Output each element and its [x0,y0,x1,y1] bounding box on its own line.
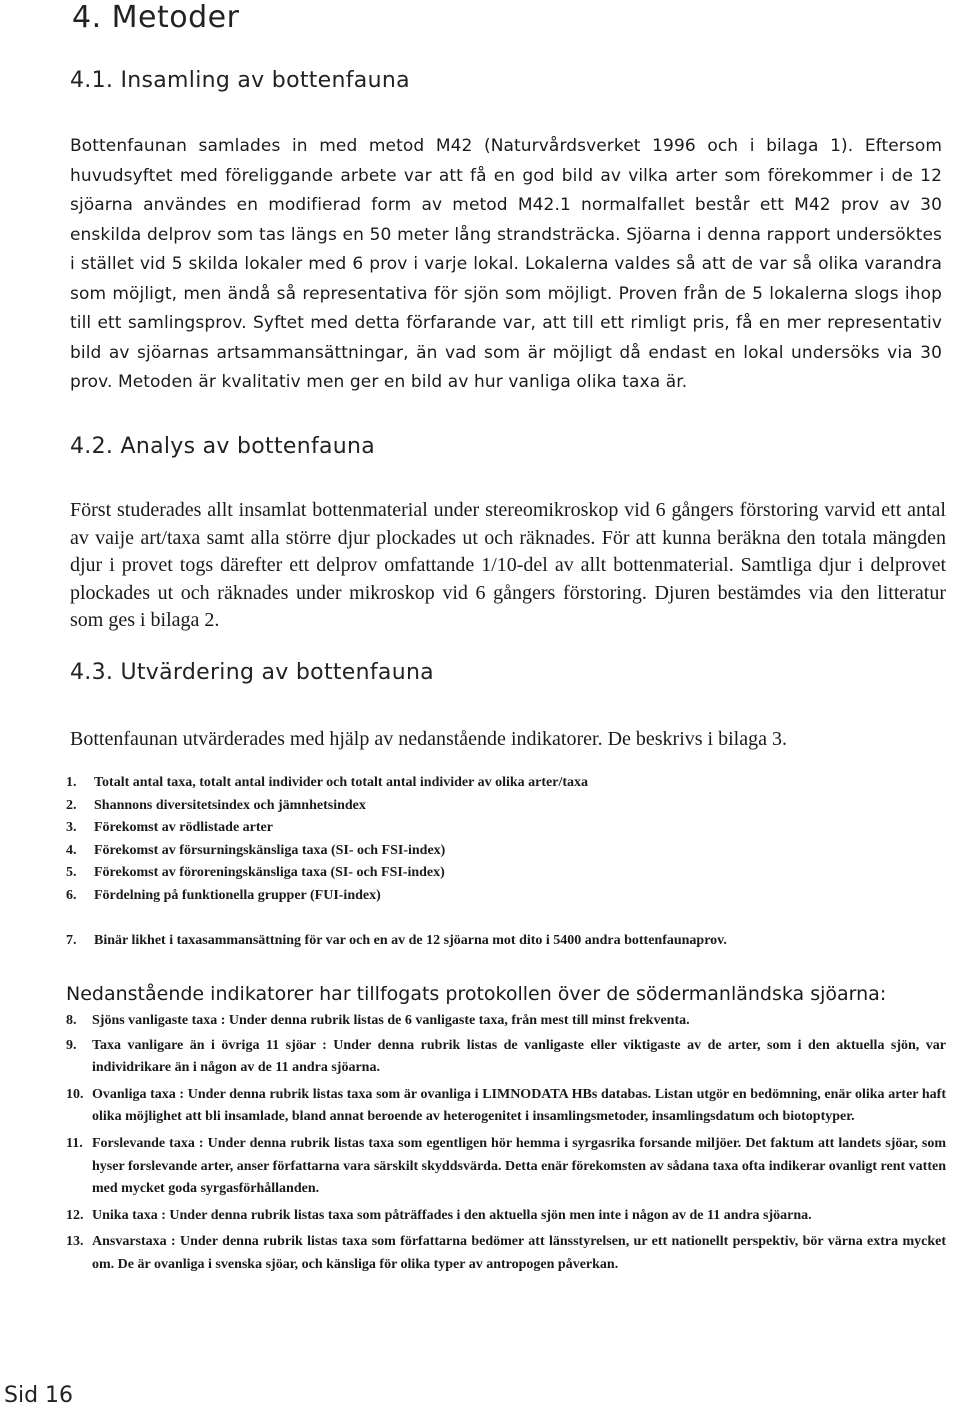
list-item-number: 4. [66,842,77,858]
list-item-number: 10. [66,1086,84,1102]
list-item-text: Taxa vanligare än i övriga 11 sjöar : Under denna rubrik listas de vanligaste eller viktigaste av de arter, som i den aktuella sjön, var individrikare än i någon av de 11 andra sjöarna. [92,1037,946,1076]
list-item-text: Binär likhet i taxasammansättning för var och en av de 12 sjöarna mot dito i 5400 andra bottenfaunaprov. [94,933,727,948]
list-item [66,1231,946,1276]
indicator-list [66,772,946,908]
section-text-analys: Först studerades allt insamlat bottenmaterial under stereomikroskop vid 6 gångers förstoring varvid ett antal av vaije art/taxa samt alla större djur plockades ut och räknades. För att kunna beräkna den totala mängden djur i provet togs därefter ett delprov omfattande 1/10-del av allt bottenmaterial. Samtliga djur i delprovet plockades ut och räknades under mikroskop vid 6 gångers förstoring. Djuren bestämdes via den litteratur som ges i bilaga 2. [70,499,946,631]
list-item-text: Unika taxa : Under denna rubrik listas taxa som påträffades i den aktuella sjön men inte i någon av de 11 andra sjöarna. [92,1207,812,1223]
list-item-number: 8. [66,1013,77,1028]
page-heading: 4. Metoder [72,0,240,35]
list-item [66,885,946,908]
list-item-text: Förekomst av försurningskänsliga taxa (SI- och FSI-index) [94,842,446,858]
list-item [66,1084,946,1129]
list-item [66,840,946,863]
section-text-insamling: Bottenfaunan samlades in med metod M42 (Naturvårdsverket 1996 och i bilaga 1). Eftersom huvudsyftet med föreliggande arbete var att få en god bild av vilka arter som förekommer i de 12 sjöarna användes en modifierad form av metod M42.1 normalfallet består ett M42 prov av 30 enskilda delprov som tas längs en 50 meter lång strandsträcka. Sjöarna i denna rapport undersöktes i stället vid 5 skilda lokaler med 6 prov i varje lokal. Lokalerna valdes så att de var så olika varandra som möjligt, men ändå så representativa för sjön som möjligt. Proven från de 5 lokalerna slogs ihop till ett samlingsprov. Syftet med detta förfarande var, att till ett rimligt pris, få en mer representativ bild av sjöarnas artsammansättningar, än vad som är möjligt då endast en lokal undersöks via 30 prov. Metoden är kvalitativ men ger en bild av hur vanliga olika taxa är. [70,136,942,392]
list-item-text: Fördelning på funktionella grupper (FUI-index) [94,887,381,903]
list-item [66,862,946,885]
list-item [66,1010,946,1033]
list-item-text: Ansvarstaxa : Under denna rubrik listas taxa som författarna bedömer att länsstyrelsen, ur ett nationellt perspektiv, bör värna extra mycket om. De är ovanliga i svenska sjöar, och känsliga för olika typer av antropogen påverkan. [92,1234,946,1272]
list-item-number: 11. [66,1135,83,1151]
list-item-text: Shannons diversitetsindex och jämnhetsindex [94,797,366,813]
list-item-text: Förekomst av föroreningskänsliga taxa (SI- och FSI-index) [94,865,445,881]
list-item-number: 2. [66,797,77,813]
list-item [66,1035,946,1080]
extra-indicator-list [66,1010,946,1277]
list-item [66,1133,946,1201]
list-item-text: Sjöns vanligaste taxa : Under denna rubrik listas de 6 vanligaste taxa, från mest till minst frekventa. [92,1013,690,1028]
page-number: Sid 16 [4,1383,74,1408]
extra-indicators-intro: Nedanstående indikatorer har tillfogats protokollen över de södermanländska sjöarna: [66,983,887,1005]
list-item [66,930,946,953]
list-item-number: 7. [66,933,77,948]
list-item [66,772,946,795]
list-item-number: 3. [66,820,77,836]
list-item-text: Totalt antal taxa, totalt antal individer och totalt antal individer av olika arter/taxa [94,775,589,790]
list-item-number: 13. [66,1234,84,1250]
section-title-insamling: 4.1. Insamling av bottenfauna [70,68,410,93]
list-item-text: Forslevande taxa : Under denna rubrik listas taxa som egentligen hör hemma i syrgasrika forsande miljöer. Det faktum att landets sjöar, som hyser forslevande arter, anser författarna vara särskilt skyddsvärda. Detta enär förekomsten av sådana taxa ofta indikerar ovanligt rent vatten med mycket goda syrgasförhållanden. [92,1135,946,1197]
list-item-number: 6. [66,887,77,903]
list-item [66,795,946,818]
section-title-utvardering: 4.3. Utvärdering av bottenfauna [70,660,434,685]
list-item-number: 1. [66,775,77,790]
list-item [66,1205,946,1228]
list-item-number: 9. [66,1037,77,1053]
list-item-text: Ovanliga taxa : Under denna rubrik listas taxa som är ovanliga i LIMNODATA HBs databas. Listan utgör en bedömning, enär olika arter haft olika möjlighet att bli insamlade, bland annat beroende av heterogenitet i insamlingsmetoder, insamlingsdatum och biotoptyper. [92,1086,946,1125]
list-item [66,817,946,840]
list-item-number: 12. [66,1207,84,1223]
section-text-utvardering: Bottenfaunan utvärderades med hjälp av nedanstående indikatorer. De beskrivs i bilaga 3. [70,728,787,750]
list-item-number: 5. [66,865,77,881]
indicator-list-binary [66,930,946,953]
section-title-analys: 4.2. Analys av bottenfauna [70,434,376,459]
list-item-text: Förekomst av rödlistade arter [94,820,273,836]
